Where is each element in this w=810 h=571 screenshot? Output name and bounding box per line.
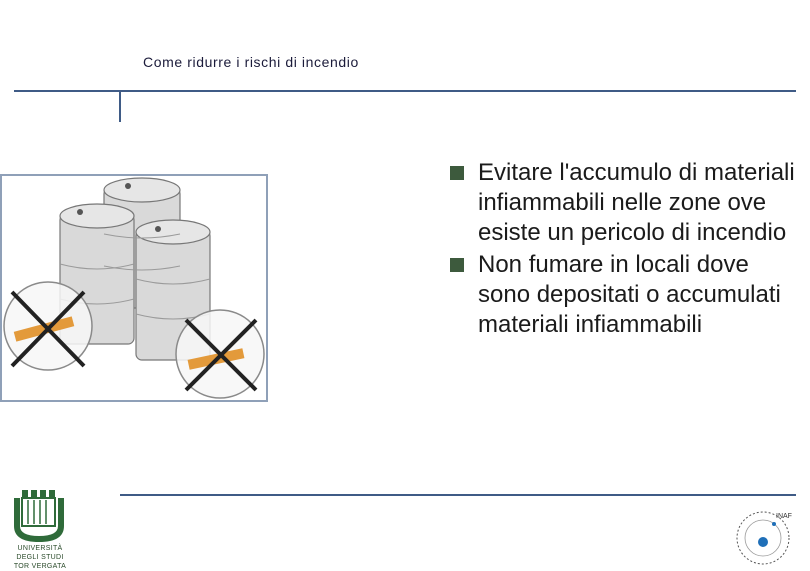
bullet-item — [450, 158, 800, 248]
university-logo-caption: UNIVERSITÀ DEGLI STUDI TOR VERGATA — [13, 545, 67, 570]
bullet-item — [450, 250, 800, 340]
barrels-no-smoking-icon — [0, 174, 268, 402]
slide-title: Come ridurre i rischi di incendio — [143, 54, 359, 70]
top-divider-tick — [119, 90, 121, 122]
bottom-divider — [120, 494, 796, 496]
bullet-list — [450, 158, 800, 342]
top-divider — [14, 90, 796, 92]
bullet-text: Non fumare in locali dove sono depositati o accumulati materiali infiammabili — [478, 251, 781, 338]
bullet-square-icon — [450, 258, 464, 272]
svg-text:INAF: INAF — [776, 513, 792, 520]
bullet-text: Evitare l'accumulo di materiali infiammabili nelle zone ove esiste un pericolo di incendio — [478, 159, 795, 246]
bullet-square-icon — [450, 166, 464, 180]
inaf-seal-icon — [726, 504, 800, 566]
